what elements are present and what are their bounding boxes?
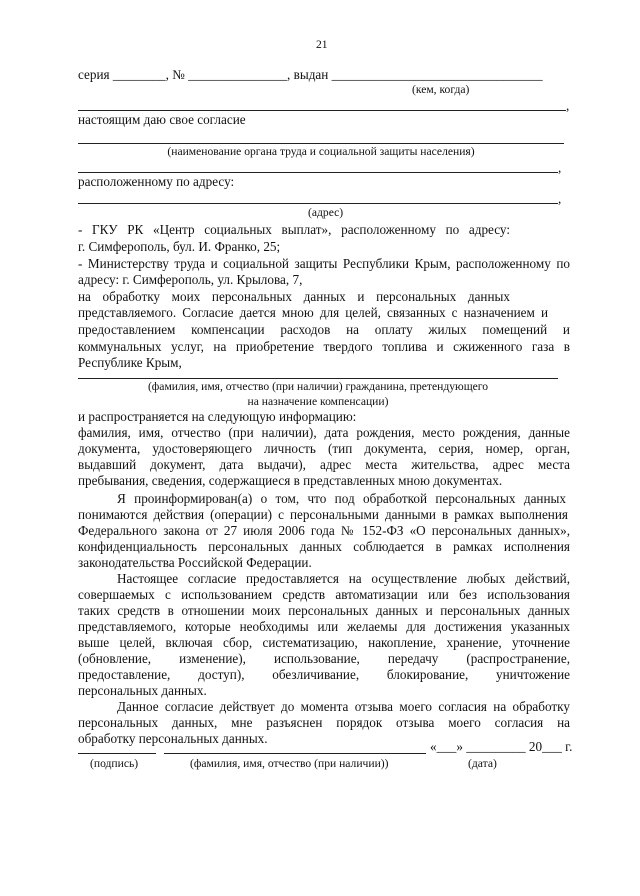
paragraph-line: Настоящее согласие предоставляется на осуществление любых действий, bbox=[117, 571, 570, 586]
passport-series-line: серия ________, № _______________, выдан ________________________________ bbox=[78, 67, 543, 82]
page-number: 21 bbox=[316, 38, 328, 51]
recipient-line: г. Симферополь, бул. И. Франко, 25; bbox=[78, 239, 281, 254]
info-line: фамилия, имя, отчество (при наличии), дата рождения, место рождения, данные bbox=[78, 425, 570, 440]
recipient-line: - Министерству труда и социальной защиты Республики Крым, расположенному по bbox=[78, 256, 570, 271]
paragraph-line: конфиденциальность персональных данных соблюдается в рамках исполнения bbox=[78, 539, 570, 554]
caption-date: (дата) bbox=[468, 757, 497, 770]
paragraph-line: законодательства Российской Федерации. bbox=[78, 555, 312, 570]
line-comma: , bbox=[558, 191, 562, 206]
paragraph-line: Данное согласие действует до момента отзыва моего согласия на обработку bbox=[117, 699, 570, 714]
caption-issued-by: (кем, когда) bbox=[412, 83, 470, 96]
blank-line bbox=[78, 172, 558, 173]
caption-applicant: на назначение компенсации) bbox=[247, 395, 389, 408]
info-line: пребывания, сведения, содержащиеся в представленных мною документах. bbox=[78, 473, 503, 488]
caption-full-name: (фамилия, имя, отчество (при наличии)) bbox=[190, 757, 389, 770]
caption-signature: (подпись) bbox=[90, 757, 139, 770]
paragraph-line: обработку персональных данных. bbox=[78, 731, 268, 746]
paragraph-line: таких средств в отношении моих персональных данных и персональных данных bbox=[78, 603, 570, 618]
paragraph-line: (обновление, изменение), использование, передачу (распространение, bbox=[78, 651, 570, 666]
paragraph-line: предоставление, доступ), обезличивание, блокирование, уничтожение bbox=[78, 667, 570, 682]
purpose-line: коммунальных услуг, на приобретение твердого топлива и сжиженного газа в bbox=[78, 339, 570, 354]
address-intro: расположенному по адресу: bbox=[78, 174, 235, 189]
paragraph-line: совершаемых с использованием средств автоматизации или без использования bbox=[78, 587, 570, 602]
paragraph-line: выше целей, включая сбор, систематизацию, накопление, хранение, уточнение bbox=[78, 635, 570, 650]
info-line: документа, удостоверяющего личность (тип документа, серия, номер, орган, bbox=[78, 441, 570, 456]
purpose-line: Республике Крым, bbox=[78, 355, 182, 370]
caption-organization: (наименование органа труда и социальной защиты населения) bbox=[167, 145, 475, 158]
recipient-line: - ГКУ РК «Центр социальных выплат», расположенному по адресу: bbox=[78, 222, 510, 237]
consent-intro: настоящим даю свое согласие bbox=[78, 112, 246, 127]
paragraph-line: персональных данных, мне разъяснен порядок отзыва моего согласия на bbox=[78, 715, 570, 730]
date-line: «___» _________ 20___ г. bbox=[430, 739, 573, 754]
paragraph-line: Федерального закона от 27 июля 2006 года № 152-ФЗ «О персональных данных», bbox=[78, 523, 570, 538]
paragraph-line: понимаются действия (операции) с персональными данными в рамках выполнения bbox=[78, 507, 568, 522]
recipient-line: адресу: г. Симферополь, ул. Крылова, 7, bbox=[78, 272, 303, 287]
blank-line bbox=[78, 110, 566, 111]
purpose-line: на обработку моих персональных данных и персональных данных bbox=[78, 289, 510, 304]
paragraph-line: представляемого, которые необходимы или желаемы для достижения указанных bbox=[78, 619, 570, 634]
name-line bbox=[164, 753, 426, 754]
purpose-line: представляемого. Согласие дается мною для целей, связанных с назначением и bbox=[78, 305, 548, 320]
blank-line bbox=[78, 203, 558, 204]
line-comma: , bbox=[566, 98, 570, 113]
info-line: выдавший документ, дата выдачи), адрес места жительства, адрес места bbox=[78, 457, 570, 472]
info-intro: и распространяется на следующую информацию: bbox=[78, 409, 357, 424]
purpose-line: предоставлением компенсации расходов на оплату жилых помещений и bbox=[78, 322, 570, 337]
caption-address: (адрес) bbox=[308, 206, 344, 219]
paragraph-line: Я проинформирован(а) о том, что под обработкой персональных данных bbox=[117, 491, 566, 506]
caption-applicant: (фамилия, имя, отчество (при наличии) гражданина, претендующего bbox=[147, 380, 489, 393]
line-comma: , bbox=[558, 160, 562, 175]
signature-line bbox=[78, 753, 156, 754]
paragraph-line: персональных данных. bbox=[78, 683, 207, 698]
